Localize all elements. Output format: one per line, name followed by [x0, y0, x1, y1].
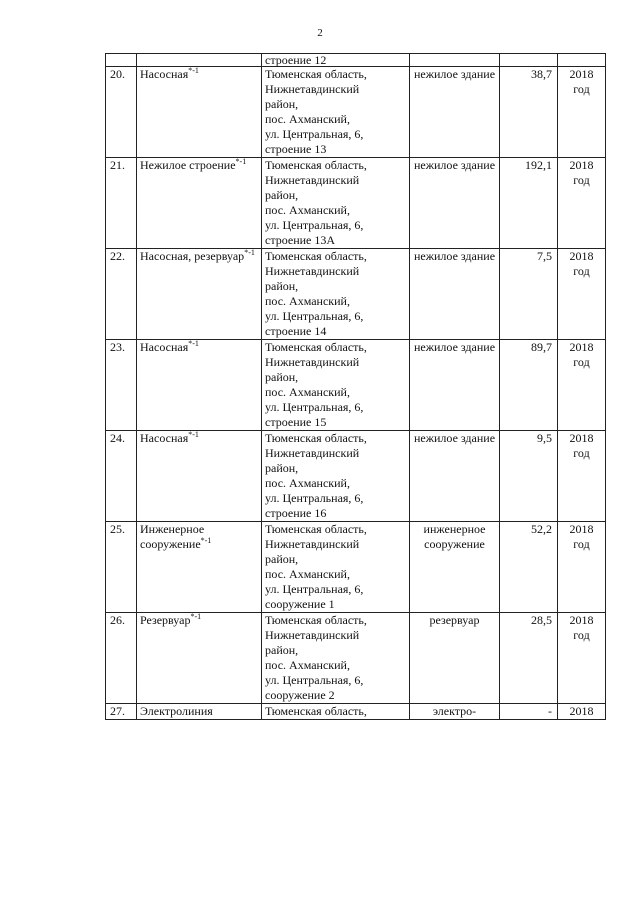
address-line: строение 13	[265, 142, 327, 156]
row-number: 23.	[106, 340, 137, 431]
object-type: нежилое здание	[410, 158, 500, 249]
object-address	[262, 522, 410, 613]
address-line: район,	[265, 461, 299, 475]
footnote-mark: *-1	[244, 248, 255, 257]
footnote-mark: *-1	[235, 157, 247, 166]
object-type	[410, 54, 500, 67]
address-line: строение 12	[265, 53, 327, 67]
address-line: Тюменская область,	[265, 249, 367, 263]
address-line: Нижнетавдинский	[265, 537, 360, 551]
object-address	[262, 704, 410, 720]
object-area	[500, 54, 558, 67]
object-area: -	[500, 704, 558, 720]
object-type: нежилое здание	[410, 431, 500, 522]
object-year: 2018 год	[558, 158, 606, 249]
table-row	[106, 67, 606, 158]
object-year: 2018	[558, 704, 606, 720]
address-line: пос. Ахманский,	[265, 476, 350, 490]
row-number: 20.	[106, 67, 137, 158]
property-table	[105, 53, 606, 720]
object-name	[137, 431, 262, 522]
address-line: ул. Центральная, 6,	[265, 491, 364, 505]
object-year: 2018 год	[558, 249, 606, 340]
address-line: пос. Ахманский,	[265, 567, 350, 581]
object-area: 38,7	[500, 67, 558, 158]
object-name	[137, 704, 262, 720]
row-number: 25.	[106, 522, 137, 613]
address-line: Нижнетавдинский	[265, 628, 360, 642]
address-line: ул. Центральная, 6,	[265, 218, 364, 232]
object-name	[137, 340, 262, 431]
object-area: 9,5	[500, 431, 558, 522]
object-area: 7,5	[500, 249, 558, 340]
object-name-text: Насосная	[140, 67, 189, 81]
address-line: пос. Ахманский,	[265, 385, 350, 399]
address-line: сооружение 1	[265, 597, 335, 611]
address-line: район,	[265, 370, 299, 384]
row-number: 22.	[106, 249, 137, 340]
object-name-text: Насосная	[140, 431, 189, 445]
address-line: ул. Центральная, 6,	[265, 400, 364, 414]
object-area: 52,2	[500, 522, 558, 613]
object-name-text: Резервуар	[140, 613, 191, 627]
address-line: ул. Центральная, 6,	[265, 309, 364, 323]
footnote-mark: *-1	[188, 339, 199, 348]
object-address	[262, 54, 410, 67]
footnote-mark: *-1	[188, 66, 199, 75]
address-line: пос. Ахманский,	[265, 658, 350, 672]
address-line: Тюменская область,	[265, 522, 367, 536]
address-line: Нижнетавдинский	[265, 82, 360, 96]
object-type: инженерное сооружение	[410, 522, 500, 613]
object-type: нежилое здание	[410, 67, 500, 158]
table-row	[106, 431, 606, 522]
row-number: 21.	[106, 158, 137, 249]
object-name	[137, 522, 262, 613]
object-area: 89,7	[500, 340, 558, 431]
address-line: строение 16	[265, 506, 327, 520]
table-row	[106, 249, 606, 340]
address-line: Тюменская область,	[265, 158, 367, 172]
address-line: ул. Центральная, 6,	[265, 582, 364, 596]
object-name	[137, 249, 262, 340]
address-line: район,	[265, 643, 299, 657]
object-address	[262, 158, 410, 249]
address-line: пос. Ахманский,	[265, 294, 350, 308]
object-name	[137, 158, 262, 249]
address-line: Тюменская область,	[265, 431, 367, 445]
table-row	[106, 613, 606, 704]
object-type: резервуар	[410, 613, 500, 704]
object-name	[137, 67, 262, 158]
address-line: Нижнетавдинский	[265, 446, 360, 460]
table-row	[106, 340, 606, 431]
address-line: район,	[265, 188, 299, 202]
address-line: Тюменская область,	[265, 340, 367, 354]
object-name-text: Насосная, резервуар	[140, 249, 245, 263]
row-number	[106, 54, 137, 67]
table-row	[106, 158, 606, 249]
object-year: 2018 год	[558, 67, 606, 158]
table-row	[106, 522, 606, 613]
page-number: 2	[317, 27, 323, 39]
address-line: пос. Ахманский,	[265, 112, 350, 126]
object-address	[262, 249, 410, 340]
object-type: нежилое здание	[410, 340, 500, 431]
object-name	[137, 54, 262, 67]
address-line: Тюменская область,	[265, 67, 367, 81]
address-line: район,	[265, 552, 299, 566]
address-line: ул. Центральная, 6,	[265, 127, 364, 141]
footnote-mark: *-1	[190, 612, 202, 621]
object-year: 2018 год	[558, 340, 606, 431]
address-line: строение 13А	[265, 233, 336, 247]
row-number: 24.	[106, 431, 137, 522]
object-name-text: Насосная	[140, 340, 189, 354]
object-year: 2018 год	[558, 613, 606, 704]
address-line: пос. Ахманский,	[265, 203, 350, 217]
address-line: Тюменская область,	[265, 613, 367, 627]
object-area: 192,1	[500, 158, 558, 249]
object-type: электро-	[410, 704, 500, 720]
object-address	[262, 340, 410, 431]
object-area: 28,5	[500, 613, 558, 704]
object-name-text: Электролиния	[140, 704, 213, 718]
address-line: район,	[265, 97, 299, 111]
object-name-text: Инженерное сооружение	[140, 522, 205, 551]
address-line: Нижнетавдинский	[265, 173, 360, 187]
row-number: 26.	[106, 613, 137, 704]
property-table-body	[106, 54, 606, 720]
object-type: нежилое здание	[410, 249, 500, 340]
object-address	[262, 67, 410, 158]
address-line: сооружение 2	[265, 688, 335, 702]
object-name	[137, 613, 262, 704]
object-year	[558, 54, 606, 67]
address-line: ул. Центральная, 6,	[265, 673, 364, 687]
address-line: строение 14	[265, 324, 327, 338]
footnote-mark: *-1	[188, 430, 199, 439]
object-address	[262, 613, 410, 704]
table-row	[106, 704, 606, 720]
row-number: 27.	[106, 704, 137, 720]
address-line: Тюменская область,	[265, 704, 367, 718]
address-line: строение 15	[265, 415, 327, 429]
address-line: район,	[265, 279, 299, 293]
table-row-continuation	[106, 54, 606, 67]
object-address	[262, 431, 410, 522]
address-line: Нижнетавдинский	[265, 355, 360, 369]
footnote-mark: *-1	[200, 536, 212, 545]
object-year: 2018 год	[558, 431, 606, 522]
object-year: 2018 год	[558, 522, 606, 613]
object-name-text: Нежилое строение	[140, 158, 236, 172]
address-line: Нижнетавдинский	[265, 264, 360, 278]
